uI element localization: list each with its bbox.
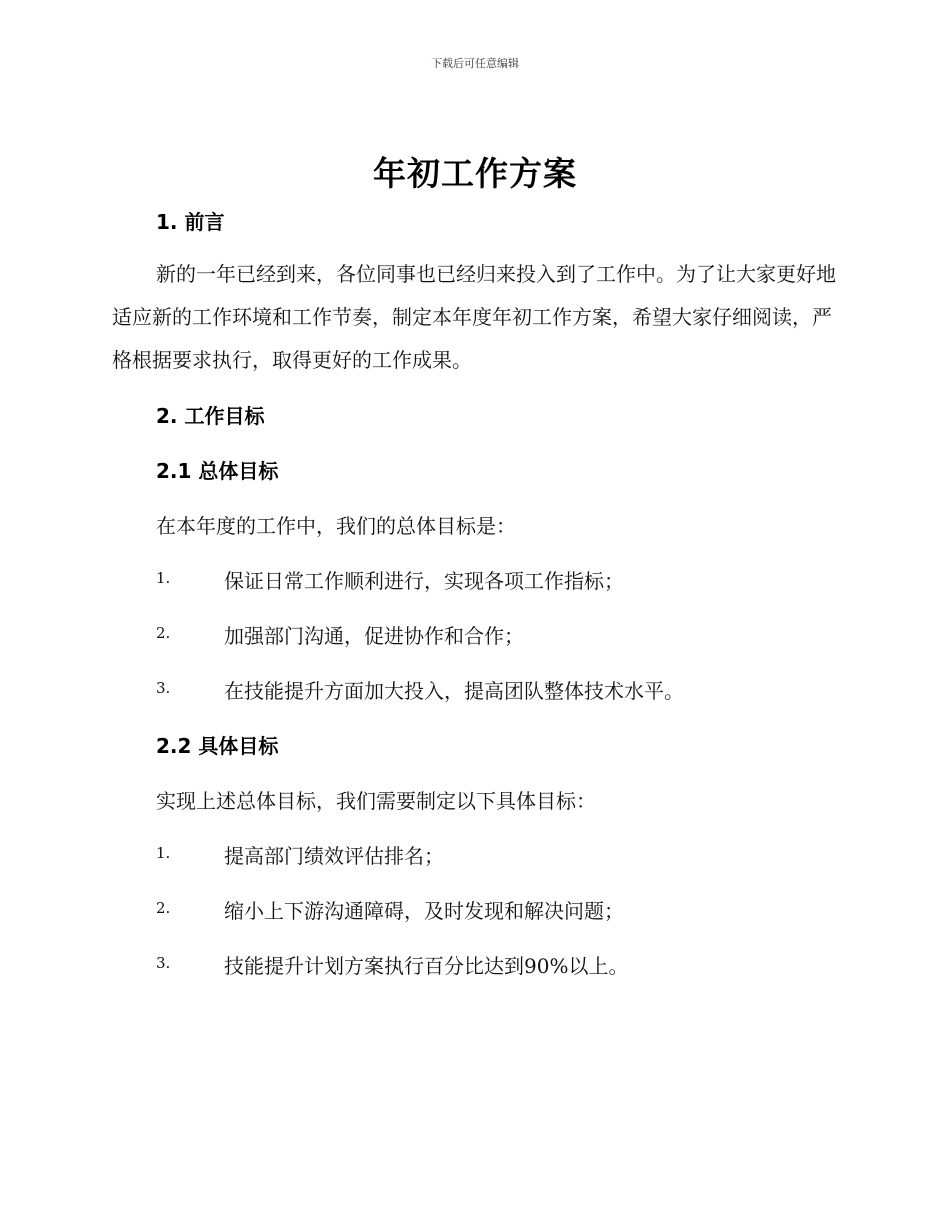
list-item-number: 1.	[156, 844, 171, 862]
list-item-text: 在技能提升方面加大投入，提高团队整体技术水平。	[224, 679, 684, 703]
specific-lead-text: 实现上述总体目标，我们需要制定以下具体目标：	[156, 789, 596, 813]
list-item-number: 3.	[156, 954, 171, 972]
overall-lead-text: 在本年度的工作中，我们的总体目标是：	[156, 514, 516, 538]
section-heading-intro: 1. 前言	[156, 210, 225, 234]
list-item-text: 加强部门沟通，促进协作和合作；	[224, 624, 524, 648]
section-heading-goals: 2. 工作目标	[156, 404, 265, 428]
list-item-number: 2.	[156, 624, 171, 642]
list-item-text: 缩小上下游沟通障碍，及时发现和解决问题；	[224, 899, 624, 923]
list-item-text: 保证日常工作顺利进行，实现各项工作指标；	[224, 569, 624, 593]
subsection-heading-specific: 2.2 具体目标	[156, 734, 279, 758]
list-item-text: 技能提升计划方案执行百分比达到90%以上。	[224, 954, 629, 978]
list-item-number: 1.	[156, 569, 171, 587]
list-item-number: 2.	[156, 899, 171, 917]
subsection-heading-overall: 2.1 总体目标	[156, 459, 279, 483]
list-item-number: 3.	[156, 679, 171, 697]
list-item-text: 提高部门绩效评估排名；	[224, 844, 444, 868]
intro-paragraph: 新的一年已经到来，各位同事也已经归来投入到了工作中。为了让大家更好地适应新的工作环境和工作节奏，制定本年度年初工作方案，希望大家仔细阅读，严格根据要求执行，取得更好的工作成果。	[112, 262, 836, 372]
page-header-watermark: 下载后可任意编辑	[431, 57, 519, 70]
document-title: 年初工作方案	[373, 154, 577, 193]
